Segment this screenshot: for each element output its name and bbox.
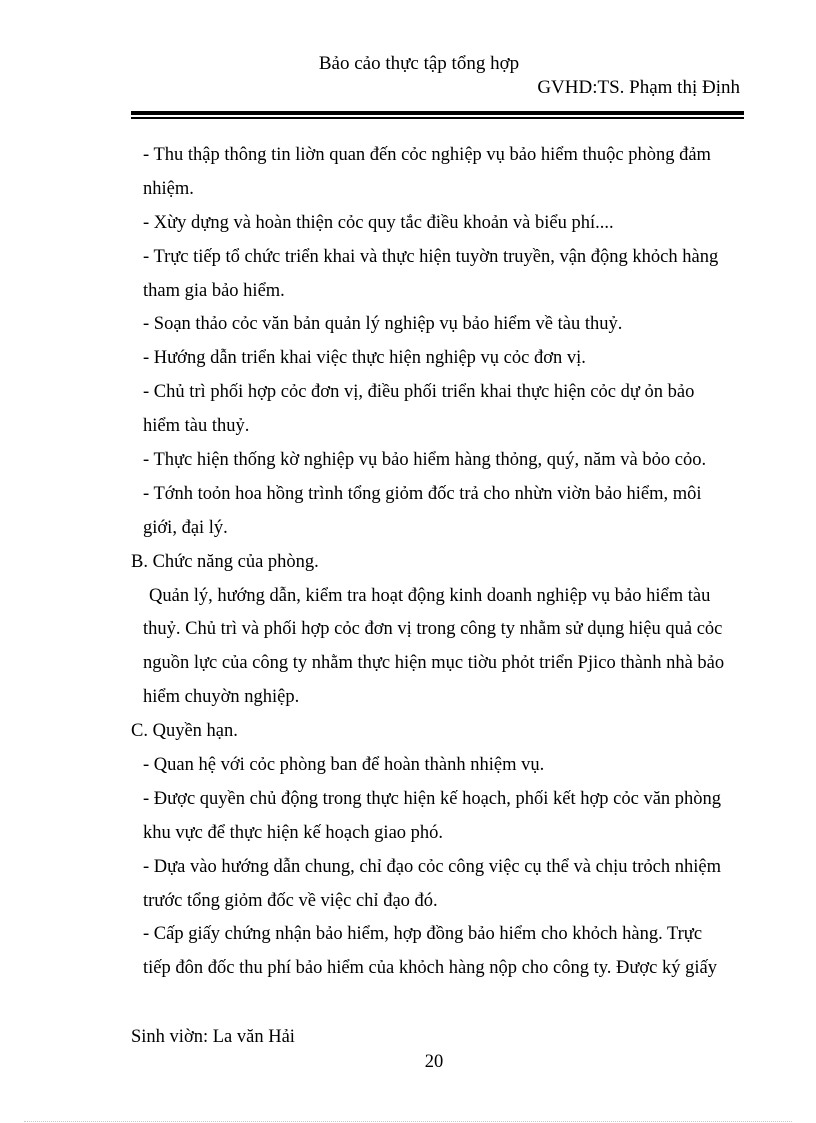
- text-line: tiếp đôn đốc thu phí bảo hiểm của khỏch hàng nộp cho công ty. Được ký giấy: [143, 958, 717, 979]
- section-heading: C. Quyền hạn.: [131, 721, 238, 742]
- page-edge-divider: [24, 1121, 792, 1122]
- bullet-line: - Hướng dẫn triển khai việc thực hiện nghiệp vụ cỏc đơn vị.: [143, 348, 586, 369]
- header-divider-thin: [131, 117, 744, 119]
- bullet-line: - Chủ trì phối hợp cỏc đơn vị, điều phối triển khai thực hiện cỏc dự ỏn bảo: [143, 382, 695, 403]
- bullet-line: - Tớnh toỏn hoa hồng trình tổng giỏm đốc trả cho nhừn viờn bảo hiểm, môi: [143, 483, 702, 504]
- bullet-line: - Thu thập thông tin liờn quan đến cỏc nghiệp vụ bảo hiểm thuộc phòng đảm: [143, 145, 711, 165]
- section-heading: B. Chức năng của phòng.: [131, 551, 319, 572]
- text-line: hiểm chuyờn nghiệp.: [143, 687, 300, 708]
- supervisor-label: GVHD:TS. Phạm thị Định: [537, 77, 740, 98]
- student-name: Sinh viờn: La văn Hải: [131, 1027, 295, 1047]
- bullet-line: - Cấp giấy chứng nhận bảo hiểm, hợp đồng bảo hiểm cho khỏch hàng. Trực: [143, 924, 703, 945]
- bullet-line: - Được quyền chủ động trong thực hiện kế hoạch, phối kết hợp cỏc văn phòng: [143, 788, 722, 809]
- bullet-line: - Trực tiếp tổ chức triển khai và thực hiện tuyờn truyền, vận động khỏch hàng: [143, 246, 719, 267]
- header-divider-thick: [131, 111, 744, 115]
- bullet-line: - Xừy dựng và hoàn thiện cỏc quy tắc điều khoản và biểu phí....: [143, 212, 614, 233]
- text-line: tham gia bảo hiểm.: [143, 280, 285, 301]
- bullet-line: - Thực hiện thống kờ nghiệp vụ bảo hiểm hàng thỏng, quý, năm và bỏo cỏo.: [143, 450, 707, 471]
- text-line: Quản lý, hướng dẫn, kiểm tra hoạt động kinh doanh nghiệp vụ bảo hiểm tàu: [149, 585, 711, 606]
- bullet-line: - Quan hệ với cỏc phòng ban để hoàn thành nhiệm vụ.: [143, 755, 545, 776]
- header-divider: [131, 111, 744, 120]
- bullet-line: - Soạn thảo cỏc văn bản quản lý nghiệp vụ bảo hiểm về tàu thuỷ.: [143, 314, 623, 335]
- text-line: hiểm tàu thuỷ.: [143, 416, 250, 437]
- body-text: [131, 139, 751, 986]
- bullet-line: - Dựa vào hướng dẫn chung, chỉ đạo cỏc công việc cụ thể và chịu trỏch nhiệm: [143, 856, 721, 877]
- text-line: giới, đại lý.: [143, 517, 228, 538]
- report-title: Bảo cảo thực tập tổng hợp: [318, 53, 520, 74]
- text-line: khu vực để thực hiện kế hoạch giao phó.: [143, 822, 444, 843]
- page-number: 20: [424, 1052, 444, 1072]
- text-line: nhiệm.: [143, 178, 194, 199]
- text-line: thuỷ. Chủ trì và phối hợp cỏc đơn vị trong công ty nhằm sử dụng hiệu quả cỏc: [143, 619, 723, 640]
- text-line: nguồn lực của công ty nhằm thực hiện mục tiờu phỏt triển Pjico thành nhà bảo: [143, 653, 725, 674]
- text-line: trước tổng giỏm đốc về việc chỉ đạo đó.: [143, 890, 438, 911]
